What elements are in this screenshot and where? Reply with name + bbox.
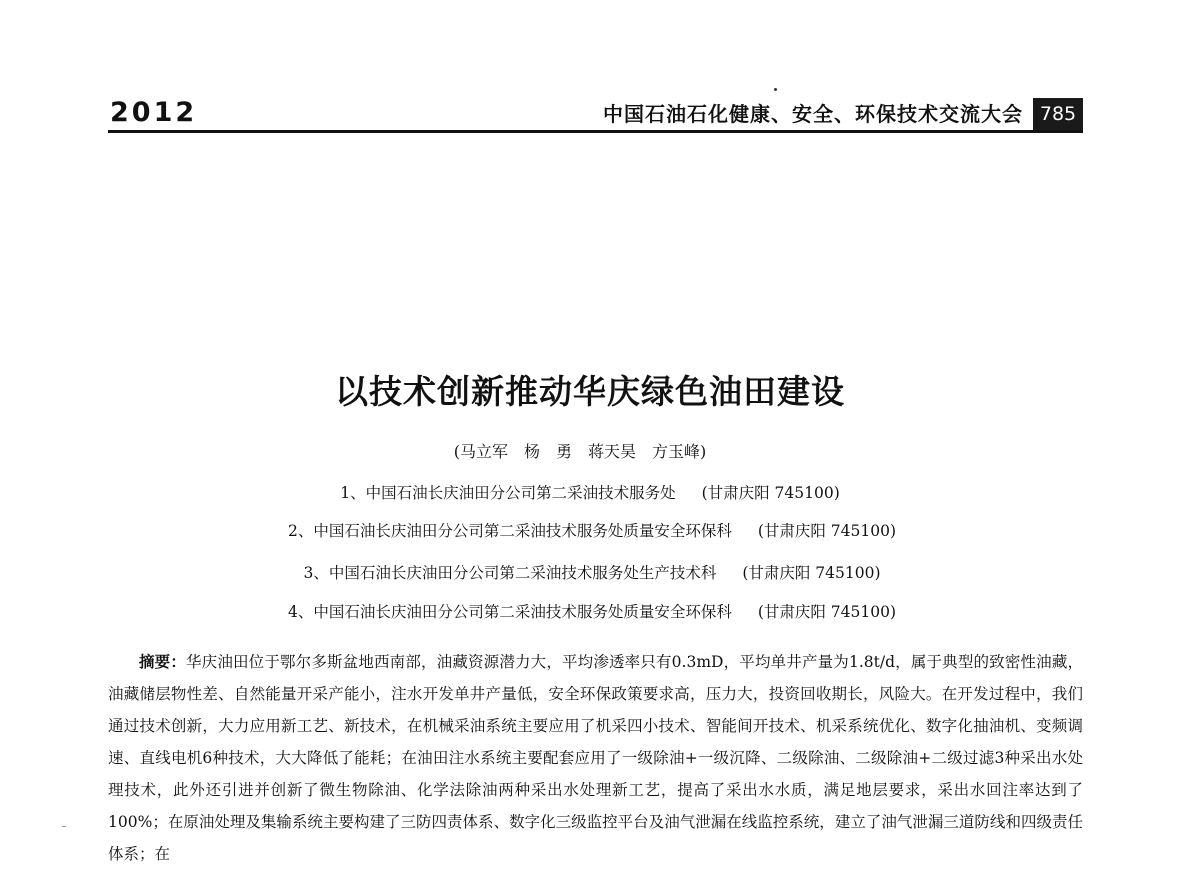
- author-list: (马立军 杨 勇 蒋天昊 方玉峰): [453, 442, 707, 461]
- abstract-text: 华庆油田位于鄂尔多斯盆地西南部，油藏资源潜力大，平均渗透率只有0.3mD，平均单井产量为1.8t/d，属于典型的致密性油藏，油藏储层物性差、自然能量开采产能小，注水开发单井产量低，安全环保政策要求高，压力大，投资回收期长，风险大。在开发过程中，我们通过技术创新，大力应用新工艺、新技术，在机械采油系统主要应用了机采四小技术、智能间开技术、机采系统优化、数字化抽油机、变频调速、直线电机6种技术，大大降低了能耗；在油田注水系统主要配套应用了一级除油+一级沉降、二级除油、二级除油+二级过滤3种采出水处理技术，此外还引进并创新了微生物除油、化学法除油两种采出水处理新工艺，提高了采出水水质，满足地层要求，采出水回注率达到了100%；在原油处理及集输系统主要构建了三防四责体系、数字化三级监控平台及油气泄漏在线监控系统，建立了油气泄漏三道防线和四级责任体系；在: [108, 653, 1083, 863]
- affiliation-text: 1、中国石油长庆油田分公司第二采油技术服务处: [340, 484, 676, 502]
- speck-mark: [774, 88, 777, 91]
- header-page-number: 785: [1033, 98, 1083, 131]
- affiliation-location: (甘肃庆阳 745100): [757, 603, 897, 621]
- header-year: 2012: [110, 97, 198, 128]
- paper-title: 以技术创新推动华庆绿色油田建设: [335, 372, 845, 411]
- affiliation-text: 4、中国石油长庆油田分公司第二采油技术服务处质量安全环保科: [287, 603, 732, 621]
- affiliation-location: (甘肃庆阳 745100): [757, 522, 897, 540]
- affiliation-location: (甘肃庆阳 745100): [742, 564, 881, 582]
- abstract-paragraph: [108, 646, 1083, 870]
- margin-mark: [62, 826, 66, 827]
- affiliation-text: 3、中国石油长庆油田分公司第二采油技术服务处生产技术科: [303, 564, 717, 582]
- page-header: [108, 98, 1083, 132]
- affiliation-1: [0, 481, 1190, 505]
- abstract-label: 摘要：: [139, 652, 187, 671]
- affiliation-4: [0, 600, 1192, 624]
- affiliation-3: [0, 561, 1192, 585]
- affiliation-location: (甘肃庆阳 745100): [701, 484, 840, 502]
- affiliation-text: 2、中国石油长庆油田分公司第二采油技术服务处质量安全环保科: [287, 522, 732, 540]
- affiliation-2: [0, 519, 1192, 543]
- header-conference-title: 中国石油石化健康、安全、环保技术交流大会: [603, 102, 1023, 126]
- header-rule: [108, 130, 1083, 133]
